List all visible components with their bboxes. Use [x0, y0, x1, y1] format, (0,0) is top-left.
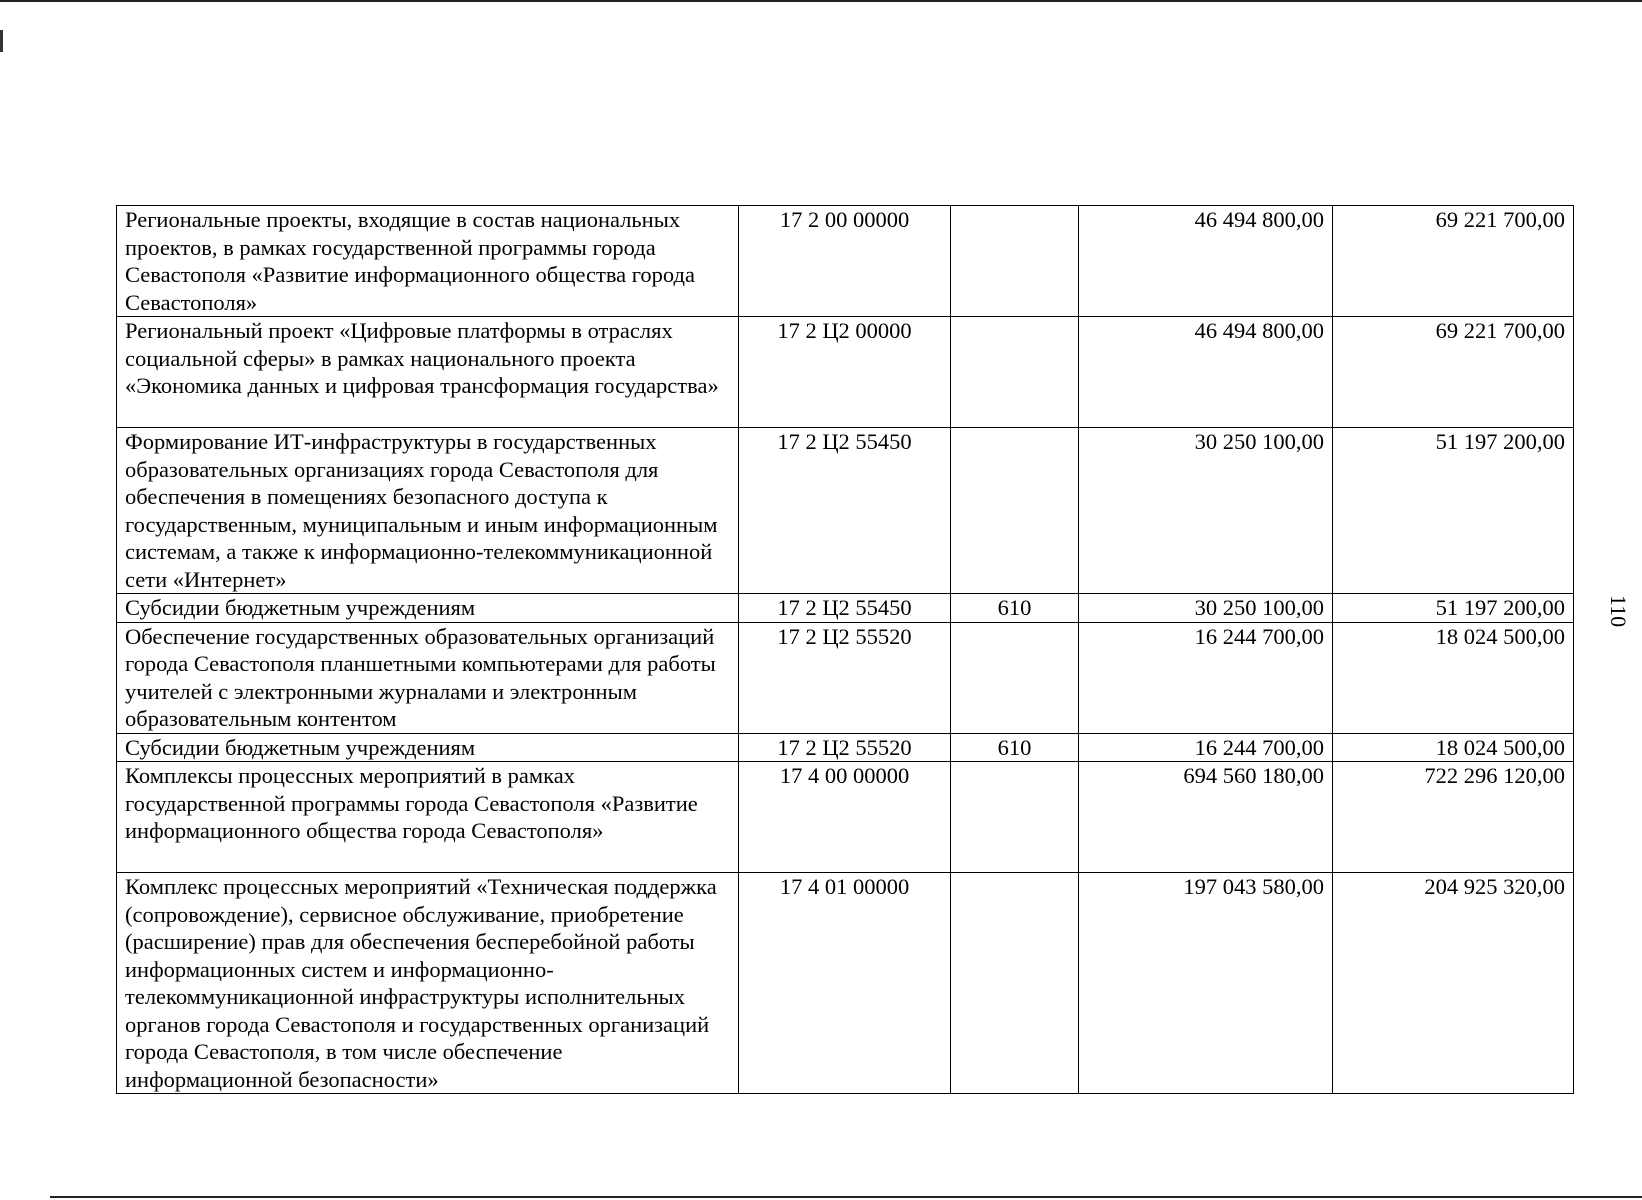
row-expense-type	[951, 317, 1079, 428]
row-amount-2: 51 197 200,00	[1333, 428, 1574, 594]
table-row	[117, 762, 1574, 873]
row-name: Комплексы процессных мероприятий в рамках государственной программы города Севастополя «Развитие информационного общества города Севастополя»	[117, 762, 739, 873]
row-expense-type: 610	[951, 594, 1079, 623]
row-amount-2: 51 197 200,00	[1333, 594, 1574, 623]
row-amount-1: 16 244 700,00	[1079, 622, 1333, 733]
budget-table	[116, 205, 1574, 1094]
table-row	[117, 594, 1574, 623]
row-amount-2: 69 221 700,00	[1333, 206, 1574, 317]
row-amount-2: 18 024 500,00	[1333, 733, 1574, 762]
row-amount-2: 18 024 500,00	[1333, 622, 1574, 733]
row-code: 17 2 Ц2 55520	[739, 733, 951, 762]
row-code: 17 2 Ц2 00000	[739, 317, 951, 428]
row-amount-2: 69 221 700,00	[1333, 317, 1574, 428]
row-expense-type: 610	[951, 733, 1079, 762]
row-name: Региональный проект «Цифровые платформы в отраслях социальной сферы» в рамках национального проекта «Экономика данных и цифровая трансформация государства»	[117, 317, 739, 428]
table-row	[117, 873, 1574, 1094]
row-amount-1: 30 250 100,00	[1079, 594, 1333, 623]
row-amount-1: 46 494 800,00	[1079, 317, 1333, 428]
table-row	[117, 317, 1574, 428]
row-amount-2: 204 925 320,00	[1333, 873, 1574, 1094]
row-code: 17 4 01 00000	[739, 873, 951, 1094]
row-name: Региональные проекты, входящие в состав национальных проектов, в рамках государственной программы города Севастополя «Развитие информационного общества города Севастополя»	[117, 206, 739, 317]
table-row	[117, 206, 1574, 317]
row-code: 17 2 Ц2 55450	[739, 428, 951, 594]
row-name: Комплекс процессных мероприятий «Техническая поддержка (сопровождение), сервисное обслуживание, приобретение (расширение) прав для обеспечения бесперебойной работы информационных систем и информационно-телекоммуникационной инфраструктуры исполнительных органов города Севастополя и государственных организаций города Севастополя, в том числе обеспечение информационной безопасности»	[117, 873, 739, 1094]
row-expense-type	[951, 428, 1079, 594]
row-name: Формирование ИТ-инфраструктуры в государственных образовательных организациях города Севастополя для обеспечения в помещениях безопасного доступа к государственным, муниципальным и иным информационным системам, а также к информационно-телекоммуникационной сети «Интернет»	[117, 428, 739, 594]
row-code: 17 4 00 00000	[739, 762, 951, 873]
row-name: Субсидии бюджетным учреждениям	[117, 594, 739, 623]
row-amount-2: 722 296 120,00	[1333, 762, 1574, 873]
row-amount-1: 197 043 580,00	[1079, 873, 1333, 1094]
row-expense-type	[951, 622, 1079, 733]
page-number: 110	[1606, 594, 1632, 628]
row-expense-type	[951, 206, 1079, 317]
row-name: Обеспечение государственных образовательных организаций города Севастополя планшетными компьютерами для работы учителей с электронными журналами и электронным образовательным контентом	[117, 622, 739, 733]
row-expense-type	[951, 873, 1079, 1094]
row-code: 17 2 Ц2 55520	[739, 622, 951, 733]
scan-top-edge	[0, 0, 1642, 2]
row-code: 17 2 00 00000	[739, 206, 951, 317]
row-expense-type	[951, 762, 1079, 873]
row-code: 17 2 Ц2 55450	[739, 594, 951, 623]
scan-left-mark	[0, 30, 3, 52]
row-name: Субсидии бюджетным учреждениям	[117, 733, 739, 762]
table-row	[117, 733, 1574, 762]
table-row	[117, 428, 1574, 594]
row-amount-1: 694 560 180,00	[1079, 762, 1333, 873]
scan-bottom-edge	[50, 1196, 1642, 1198]
table-row	[117, 622, 1574, 733]
row-amount-1: 30 250 100,00	[1079, 428, 1333, 594]
row-amount-1: 16 244 700,00	[1079, 733, 1333, 762]
row-amount-1: 46 494 800,00	[1079, 206, 1333, 317]
